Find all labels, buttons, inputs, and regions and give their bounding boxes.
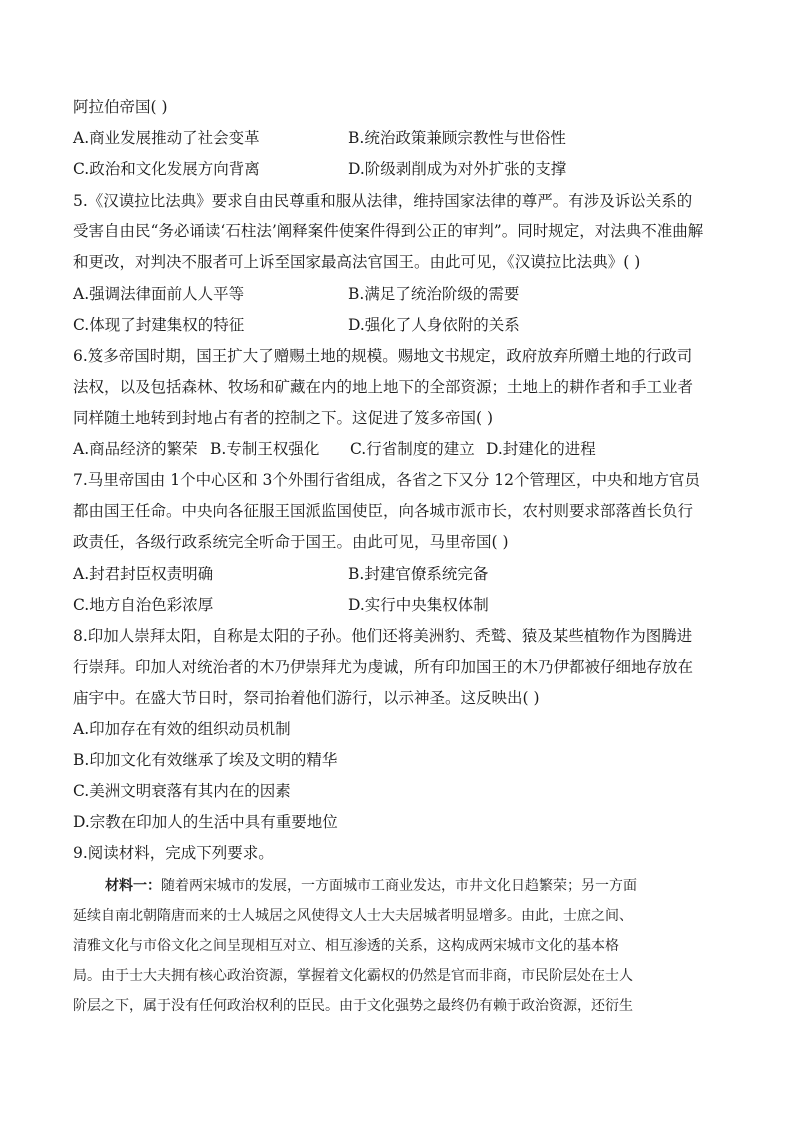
question-4-options-row-1 (73, 128, 728, 148)
option-a: A.封君封臣权责明确 (73, 565, 214, 583)
question-5-stem: 受害自由民“务必诵读‘石柱法’阐释案件使案件得到公正的审判”。同时规定，对法典不准曲解 (73, 222, 704, 240)
option-c: C.地方自治色彩浓厚 (73, 596, 214, 614)
question-4-options-row-2 (73, 159, 728, 179)
question-8-stem: 8.印加人崇拜太阳，自称是太阳的子孙。他们还将美洲豹、秃鹫、猿及某些植物作为图腾进 (73, 627, 693, 645)
question-9-stem: 9.阅读材料，完成下列要求。 (73, 844, 274, 862)
question-6-stem: 法权，以及包括森林、牧场和矿藏在内的地上地下的全部资源；土地上的耕作者和手工业者 (73, 378, 694, 396)
question-5-stem: 和更改，对判决不服者可上诉至国家最高法官国王。由此可见，《汉谟拉比法典》( ) (73, 253, 641, 271)
question-5-stem: 5.《汉谟拉比法典》要求自由民尊重和服从法律，维持国家法律的尊严。有涉及诉讼关系的 (73, 192, 693, 210)
question-5-options-row-2 (73, 315, 728, 335)
question-7-stem: 都由国王任命。中央向各征服王国派监国使臣，向各城市派市长，农村则要求部落酋长负行 (73, 502, 694, 520)
option-b: B.印加文化有效继承了埃及文明的精华 (73, 751, 338, 769)
option-d: D.实行中央集权体制 (348, 596, 489, 614)
option-c: C.行省制度的建立 (350, 440, 475, 458)
option-d: D.强化了人身依附的关系 (348, 316, 520, 334)
option-c: C.政治和文化发展方向背离 (73, 160, 260, 178)
option-a: A.强调法律面前人人平等 (73, 285, 245, 303)
option-a: A.商品经济的繁荣 (73, 440, 198, 458)
material-paragraph: 延续自南北朝隋唐而来的士人城居之风使得文人士大夫居城者明显增多。由此，士庶之间、 (73, 908, 633, 924)
material-paragraph (73, 876, 728, 896)
question-7-options-row-2 (73, 595, 728, 615)
option-d: D.封建化的进程 (486, 440, 596, 458)
option-a: A.印加存在有效的组织动员机制 (73, 720, 291, 738)
question-6-stem: 同样随土地转到封地占有者的控制之下。这促进了笈多帝国( ) (73, 409, 494, 427)
question-5-options-row-1 (73, 284, 728, 304)
option-d: D.阶级剥削成为对外扩张的支撑 (348, 160, 567, 178)
material-label: 材料一： (105, 878, 161, 894)
option-c: C.体现了封建集权的特征 (73, 316, 245, 334)
question-8-stem: 行崇拜。印加人对统治者的木乃伊崇拜尤为虔诚，所有印加国王的木乃伊都被仔细地存放在 (73, 658, 694, 676)
option-b: B.封建官僚系统完备 (348, 565, 489, 583)
option-c: C.美洲文明衰落有其内在的因素 (73, 782, 291, 800)
option-b: B.统治政策兼顾宗教性与世俗性 (348, 129, 566, 147)
question-4-stem-end: 阿拉伯帝国( ) (73, 98, 168, 116)
question-8-stem: 庙宇中。在盛大节日时，祭司抬着他们游行，以示神圣。这反映出( ) (73, 689, 540, 707)
material-paragraph: 阶层之下，属于没有任何政治权利的臣民。由于文化强势之最终仍有赖于政治资源，还衍生 (73, 998, 633, 1014)
material-paragraph: 局。由于士大夫拥有核心政治资源，掌握着文化霸权的仍然是官而非商，市民阶层处在士人 (73, 968, 633, 984)
question-7-stem: 政责任，各级行政系统完全听命于国王。由此可见，马里帝国( ) (73, 533, 509, 551)
material-paragraph: 清雅文化与市俗文化之间呈现相互对立、相互渗透的关系，这构成两宋城市文化的基本格 (73, 938, 619, 954)
question-6-options-row (73, 439, 728, 459)
question-7-stem: 7.马里帝国由 1个中心区和 3个外围行省组成，各省之下又分 12个管理区，中央和地方官员 (73, 471, 701, 489)
option-a: A.商业发展推动了社会变革 (73, 129, 260, 147)
question-7-options-row-1 (73, 564, 728, 584)
option-b: B.专制王权强化 (210, 440, 320, 458)
question-6-stem: 6.笈多帝国时期，国王扩大了赠赐土地的规模。赐地文书规定，政府放弃所赠土地的行政司 (73, 347, 693, 365)
option-b: B.满足了统治阶级的需要 (348, 285, 520, 303)
material-text: 随着两宋城市的发展，一方面城市工商业发达，市井文化日趋繁荣；另一方面 (161, 878, 637, 894)
option-d: D.宗教在印加人的生活中具有重要地位 (73, 813, 338, 831)
